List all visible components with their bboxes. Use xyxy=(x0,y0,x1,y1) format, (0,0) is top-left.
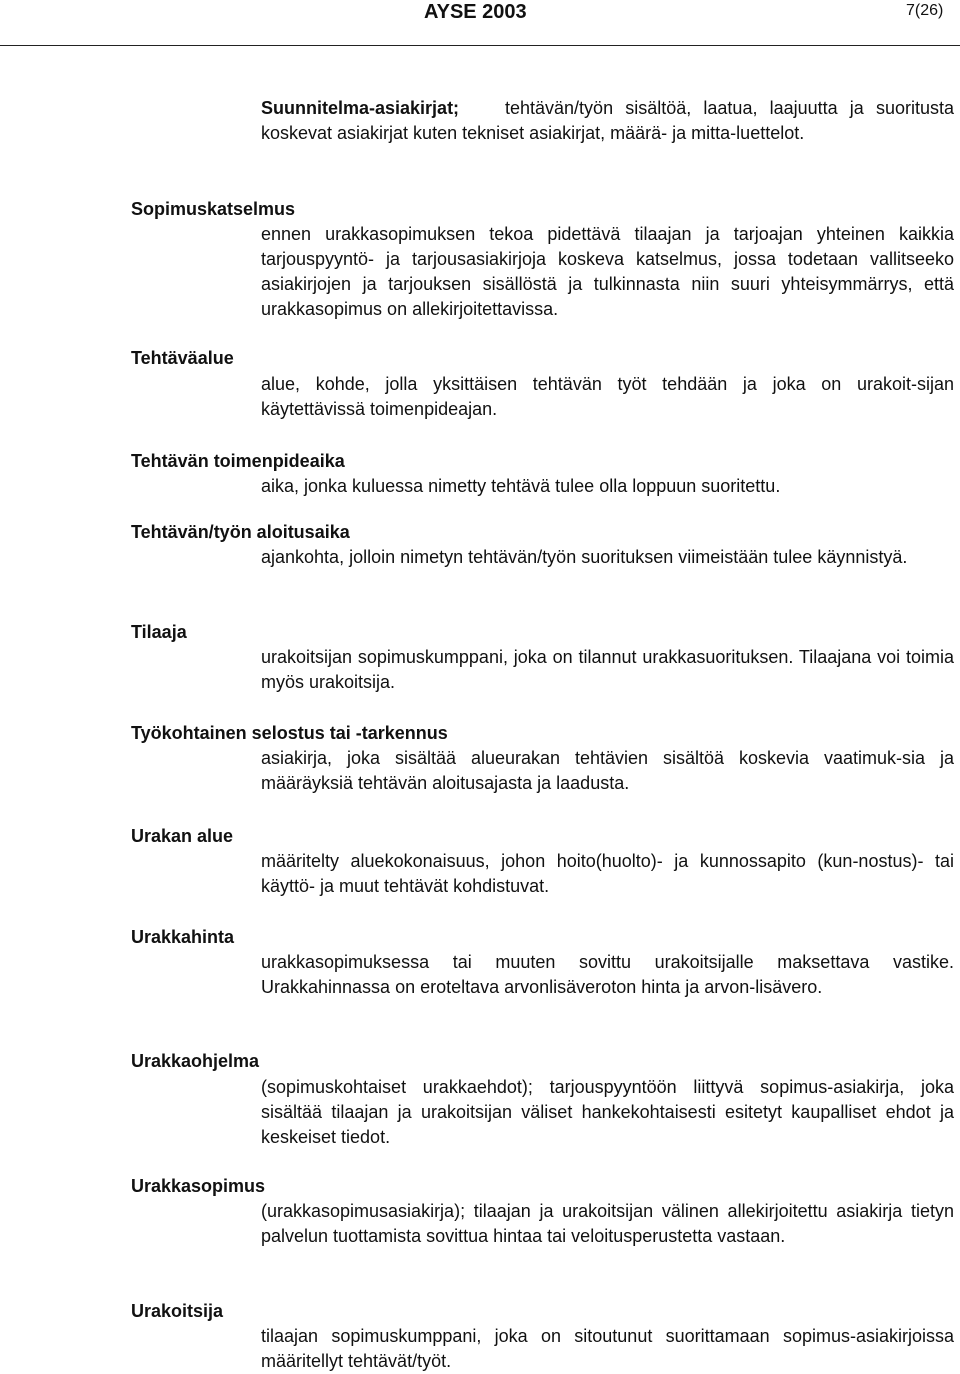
glossary-definition: ajankohta, jolloin nimetyn tehtävän/työn suorituksen viimeistään tulee käynnistyä. xyxy=(261,547,908,567)
page-number: 7(26) xyxy=(906,2,944,19)
glossary-term: Urakkahinta xyxy=(131,927,235,947)
glossary-term: Urakan alue xyxy=(131,826,234,846)
glossary-definition: aika, jonka kuluessa nimetty tehtävä tulee olla loppuun suoritettu. xyxy=(261,476,781,496)
document-title: AYSE 2003 xyxy=(424,1,527,23)
glossary-term: Urakkasopimus xyxy=(131,1176,266,1196)
glossary-definition: urakkasopimuksessa tai muuten sovittu urakoitsijalle maksettava vastike. Urakkahinnassa on eroteltava arvonlisäveroton hinta ja arvon-lisävero. xyxy=(261,952,954,997)
header-divider xyxy=(0,45,960,46)
glossary-term: Suunnitelma-asiakirjat; xyxy=(261,98,460,118)
glossary-definition: alue, kohde, jolla yksittäisen tehtävän työt tehdään ja joka on urakoit-sijan käytettävissä toimenpideajan. xyxy=(261,374,954,419)
glossary-term: Tehtävän toimenpideaika xyxy=(131,451,345,471)
glossary-definition: (urakkasopimusasiakirja); tilaajan ja urakoitsijan välinen allekirjoitettu asiakirja tietyn palvelun tuottamista sovittua hintaa tai veloitusperustetta vastaan. xyxy=(261,1201,954,1246)
glossary-term: Urakkaohjelma xyxy=(131,1051,260,1071)
glossary-definition: tilaajan sopimuskumppani, joka on sitoutunut suorittamaan sopimus-asiakirjoissa määritellyt tehtävät/työt. xyxy=(261,1326,954,1371)
glossary-term: Tilaaja xyxy=(131,622,187,642)
glossary-term: Sopimuskatselmus xyxy=(131,199,296,219)
glossary-definition: tehtävän/työn sisältöä, laatua, laajuutta ja suoritusta koskevat asiakirjat kuten tekniset asiakirjat, määrä- ja mitta-luettelot. xyxy=(261,98,954,143)
glossary-definition: asiakirja, joka sisältää alueurakan tehtävien sisältöä koskevia vaatimuk-sia ja määräyksiä tehtävän aloitusajasta ja laadusta. xyxy=(261,748,954,793)
glossary-definition: ennen urakkasopimuksen tekoa pidettävä tilaajan ja tarjoajan yhteinen kaikkia tarjouspyyntö- ja tarjousasiakirjoja koskeva katselmus, jossa todetaan vallitseeko asiakirjojen ja tarjouksen sisällöstä ja tulkinnasta niin suuri yhteisymmärrys, että urakkasopimus on allekirjoitettavissa. xyxy=(261,224,954,319)
glossary-term: Urakoitsija xyxy=(131,1301,224,1321)
glossary-definition: urakoitsijan sopimuskumppani, joka on tilannut urakkasuorituksen. Tilaajana voi toimia myös urakoitsija. xyxy=(261,647,954,692)
page-header xyxy=(0,0,960,47)
glossary-term: Tehtäväalue xyxy=(131,348,234,368)
glossary-term: Työkohtainen selostus tai -tarkennus xyxy=(131,723,448,743)
glossary-definition: määritelty aluekokonaisuus, johon hoito(huolto)- ja kunnossapito (kun-nostus)- tai käyttö- ja muut tehtävät kohdistuvat. xyxy=(261,851,954,896)
glossary-term: Tehtävän/työn aloitusaika xyxy=(131,522,350,542)
glossary-definition: (sopimuskohtaiset urakkaehdot); tarjouspyyntöön liittyvä sopimus-asiakirja, joka sisältää tilaajan ja urakoitsijan väliset hankekohtaisesti esitetyt kaupalliset ehdot ja keskeiset tiedot. xyxy=(261,1077,954,1147)
